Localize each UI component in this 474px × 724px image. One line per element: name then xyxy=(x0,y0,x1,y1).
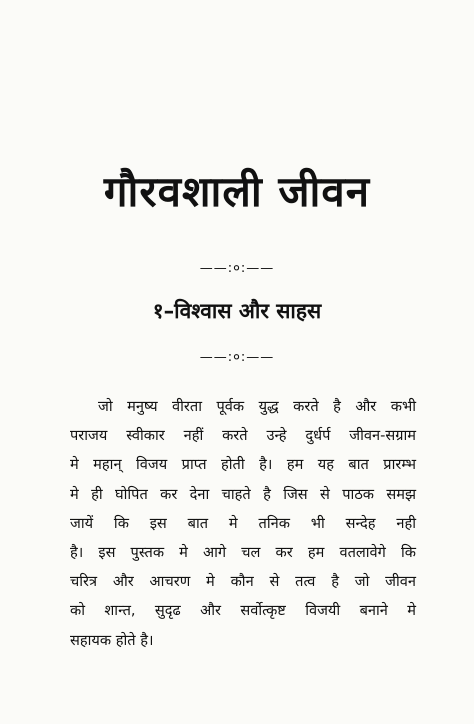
paragraph-line: चरित्र और आचरण मे कौन से तत्व है जो जीवन xyxy=(70,573,416,591)
paragraph-line: सहायक होते है। xyxy=(70,631,154,649)
ornamental-divider-top: ——:०:—— xyxy=(199,261,275,276)
paragraph-line: मे महान् विजय प्राप्त होती है। हम यह बात प्रारम्भ xyxy=(70,456,416,474)
paragraph-line: पराजय स्वीकार नहीं करते उन्हे दुर्धर्प जीवन-सग्राम xyxy=(70,427,416,445)
paragraph-line: मे ही घोपित कर देना चाहते है जिस से पाठक समझ xyxy=(70,485,416,503)
chapter-heading: १–विश्वास और साहस xyxy=(152,299,322,323)
paragraph-line: जायें कि इस बात मे तनिक भी सन्देह नही xyxy=(70,514,416,532)
ornamental-divider-bottom: ——:०:—— xyxy=(199,350,275,365)
page-title: गौरवशाली जीवन xyxy=(103,167,371,216)
paragraph-line: को शान्त, सुदृढ और सर्वोत्कृष्ट विजयी बनाने मे xyxy=(70,602,416,620)
body-paragraph xyxy=(70,392,416,655)
paragraph-line: है। इस पुस्तक मे आगे चल कर हम वतलावेगे कि xyxy=(70,543,416,561)
paragraph-line: जो मनुष्य वीरता पूर्वक युद्ध करते है और कभी xyxy=(98,398,416,415)
